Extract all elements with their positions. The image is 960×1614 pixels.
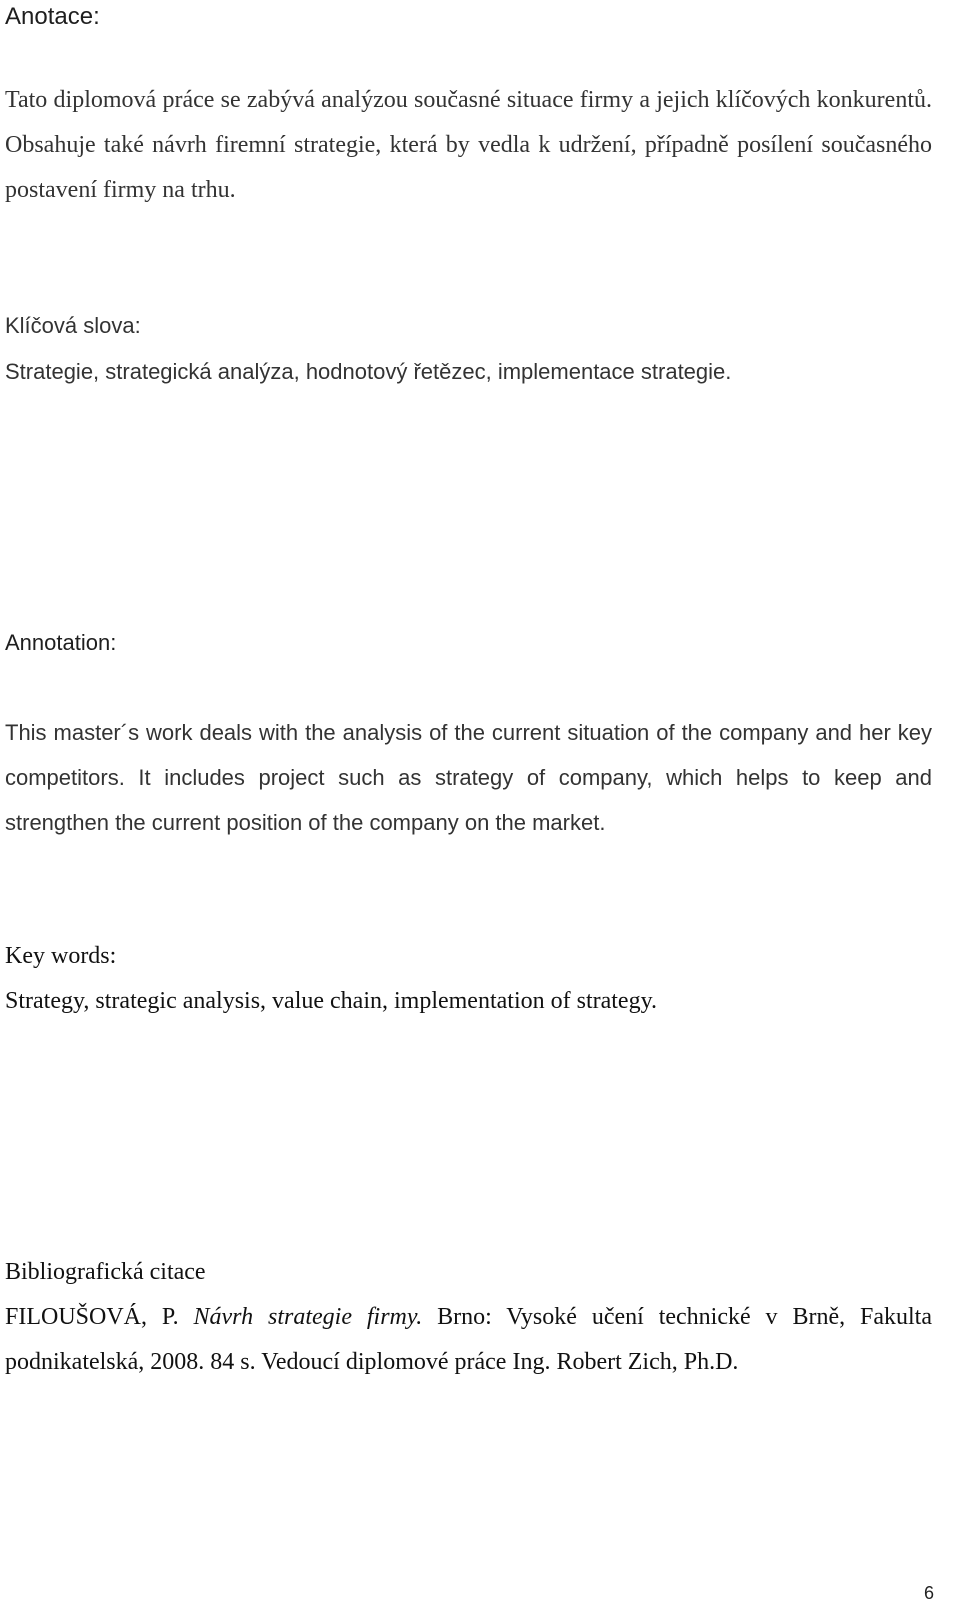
czech-abstract-heading: Anotace:: [5, 3, 100, 30]
english-keywords-heading: Key words:: [5, 943, 117, 969]
citation-details: Brno: Vysoké učení technické v Brně, Fakulta podnikatelská, 2008. 84 s. Vedoucí diplomové práce Ing. Robert Zich, Ph.D.: [5, 1304, 933, 1375]
page-number: 6: [923, 1583, 934, 1603]
citation-author: FILOUŠOVÁ, P.: [5, 1304, 179, 1330]
czech-keywords-heading: Klíčová slova:: [5, 313, 141, 338]
citation-heading: Bibliografická citace: [5, 1259, 206, 1285]
czech-abstract-text: Tato diplomová práce se zabývá analýzou současné situace firmy a jejich klíčových konkurentů. Obsahuje také návrh firemní strategie, která by vedla k udržení, případně posílení současného postavení firmy na trhu.: [5, 87, 932, 203]
citation-title: Návrh strategie firmy.: [193, 1304, 423, 1330]
citation-text: [5, 1295, 932, 1385]
english-abstract-heading: Annotation:: [5, 630, 117, 655]
english-abstract-text: This master´s work deals with the analysis of the current situation of the company and her key competitors. It includes project such as strategy of company, which helps to keep and strengthen the current position of the company on the market.: [5, 720, 932, 835]
english-keywords-text: Strategy, strategic analysis, value chain, implementation of strategy.: [5, 988, 658, 1014]
czech-keywords-text: Strategie, strategická analýza, hodnotový řetězec, implementace strategie.: [5, 359, 732, 384]
